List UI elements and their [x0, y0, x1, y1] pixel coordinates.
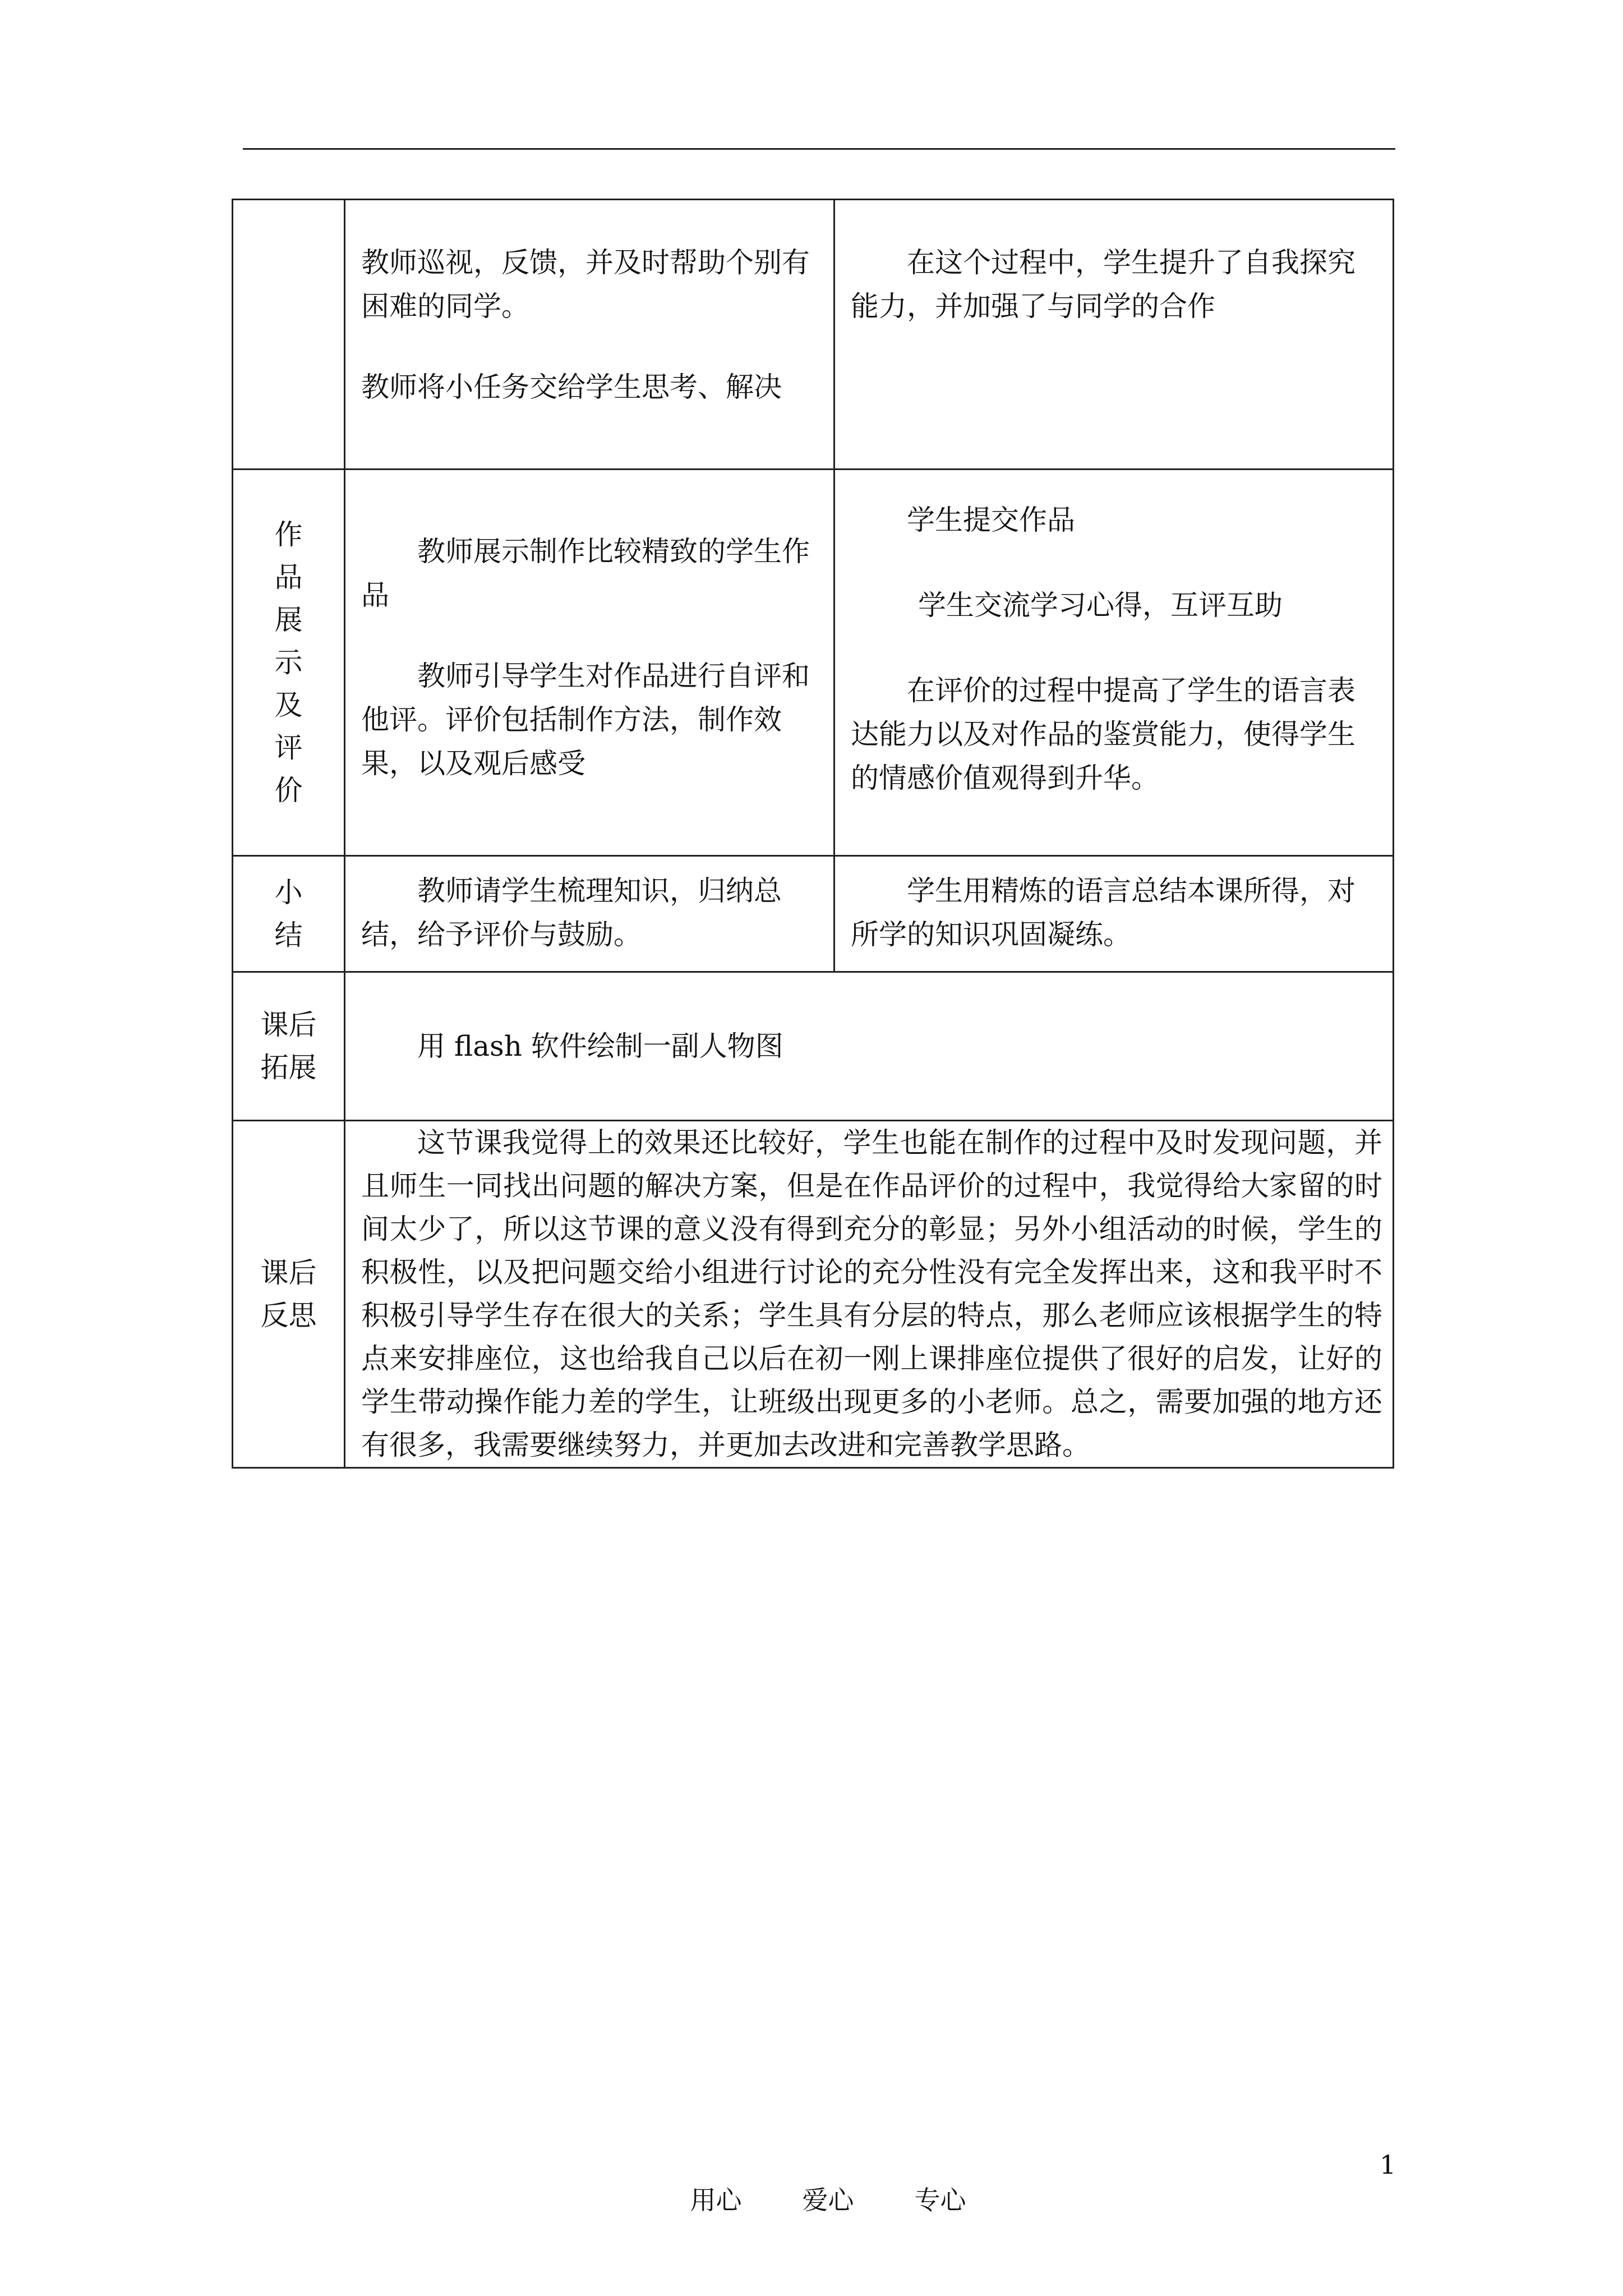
table-row — [233, 1121, 1394, 1468]
footer-mottos — [657, 2150, 1027, 2247]
row-label-vertical — [275, 513, 303, 812]
student-activity-text: 在评价的过程中提高了学生的语言表达能力以及对作品的鉴赏能力，使得学生的情感价值观得到升华。 — [851, 674, 1355, 794]
footer-motto: 用心 — [690, 2185, 742, 2215]
extension-content-text: 用 flash 软件绘制一副人物图 — [417, 1030, 783, 1062]
teacher-activity-text: 教师引导学生对作品进行自评和他评。评价包括制作方法，制作效果，以及观后感受 — [361, 660, 810, 780]
teacher-activity-cell — [345, 856, 834, 972]
row-label-cell — [233, 1121, 345, 1468]
footer-motto: 爱心 — [802, 2185, 854, 2215]
teacher-activity-text: 教师巡视，反馈，并及时帮助个别有困难的同学。 — [361, 246, 810, 323]
row-label-cell — [233, 200, 345, 470]
row-label: 课后反思 — [260, 1256, 317, 1332]
extension-content-cell — [345, 972, 1394, 1121]
teacher-activity-cell — [345, 200, 834, 470]
row-label-cell — [233, 856, 345, 972]
student-activity-cell — [834, 470, 1394, 856]
table-row — [233, 470, 1394, 856]
footer-motto: 专心 — [914, 2185, 966, 2215]
table-row — [233, 200, 1394, 470]
page-number: 1 — [1380, 2150, 1396, 2180]
teacher-activity-cell — [345, 470, 834, 856]
table-row — [233, 972, 1394, 1121]
reflection-content-text: 这节课我觉得上的效果还比较好，学生也能在制作的过程中及时发现问题，并且师生一同找出问题的解决方案，但是在作品评价的过程中，我觉得给大家留的时间太少了，所以这节课的意义没有得到充分的彰显；另外小组活动的时候，学生的积极性，以及把问题交给小组进行讨论的充分性没有完全发挥出来，这和我平时不积极引导学生存在很大的关系；学生具有分层的特点，那么老师应该根据学生的特点来安排座位，这也给我自己以后在初一刚上课排座位提供了很好的启发，让好的学生带动操作能力差的学生，让班级出现更多的小老师。总之，需要加强的地方还有很多，我需要继续努力，并更加去改进和完善教学思路。 — [361, 1126, 1382, 1461]
lesson-plan-table — [232, 199, 1394, 1469]
row-label: 小结 — [274, 876, 303, 951]
student-activity-text: 在这个过程中，学生提升了自我探究能力，并加强了与同学的合作 — [851, 246, 1355, 323]
student-activity-text: 学生用精炼的语言总结本课所得，对所学的知识巩固凝练。 — [851, 875, 1355, 951]
teacher-activity-text: 教师展示制作比较精致的学生作品 — [361, 535, 810, 611]
student-activity-cell — [834, 856, 1394, 972]
page-footer — [0, 2150, 1623, 2215]
student-activity-cell — [834, 200, 1394, 470]
row-label-cell — [233, 470, 345, 856]
row-label: 作品展示及评价 — [274, 518, 303, 807]
student-activity-text: 学生交流学习心得，互评互助 — [918, 589, 1283, 622]
teacher-activity-text: 教师请学生梳理知识，归纳总结，给予评价与鼓励。 — [361, 875, 782, 951]
teacher-activity-text: 教师将小任务交给学生思考、解决 — [361, 371, 782, 403]
header-rule — [243, 148, 1395, 150]
reflection-content-cell — [345, 1121, 1394, 1468]
table-row — [233, 856, 1394, 972]
row-label-cell — [233, 972, 345, 1121]
student-activity-text: 学生提交作品 — [907, 504, 1075, 536]
row-label: 课后拓展 — [260, 1008, 317, 1084]
